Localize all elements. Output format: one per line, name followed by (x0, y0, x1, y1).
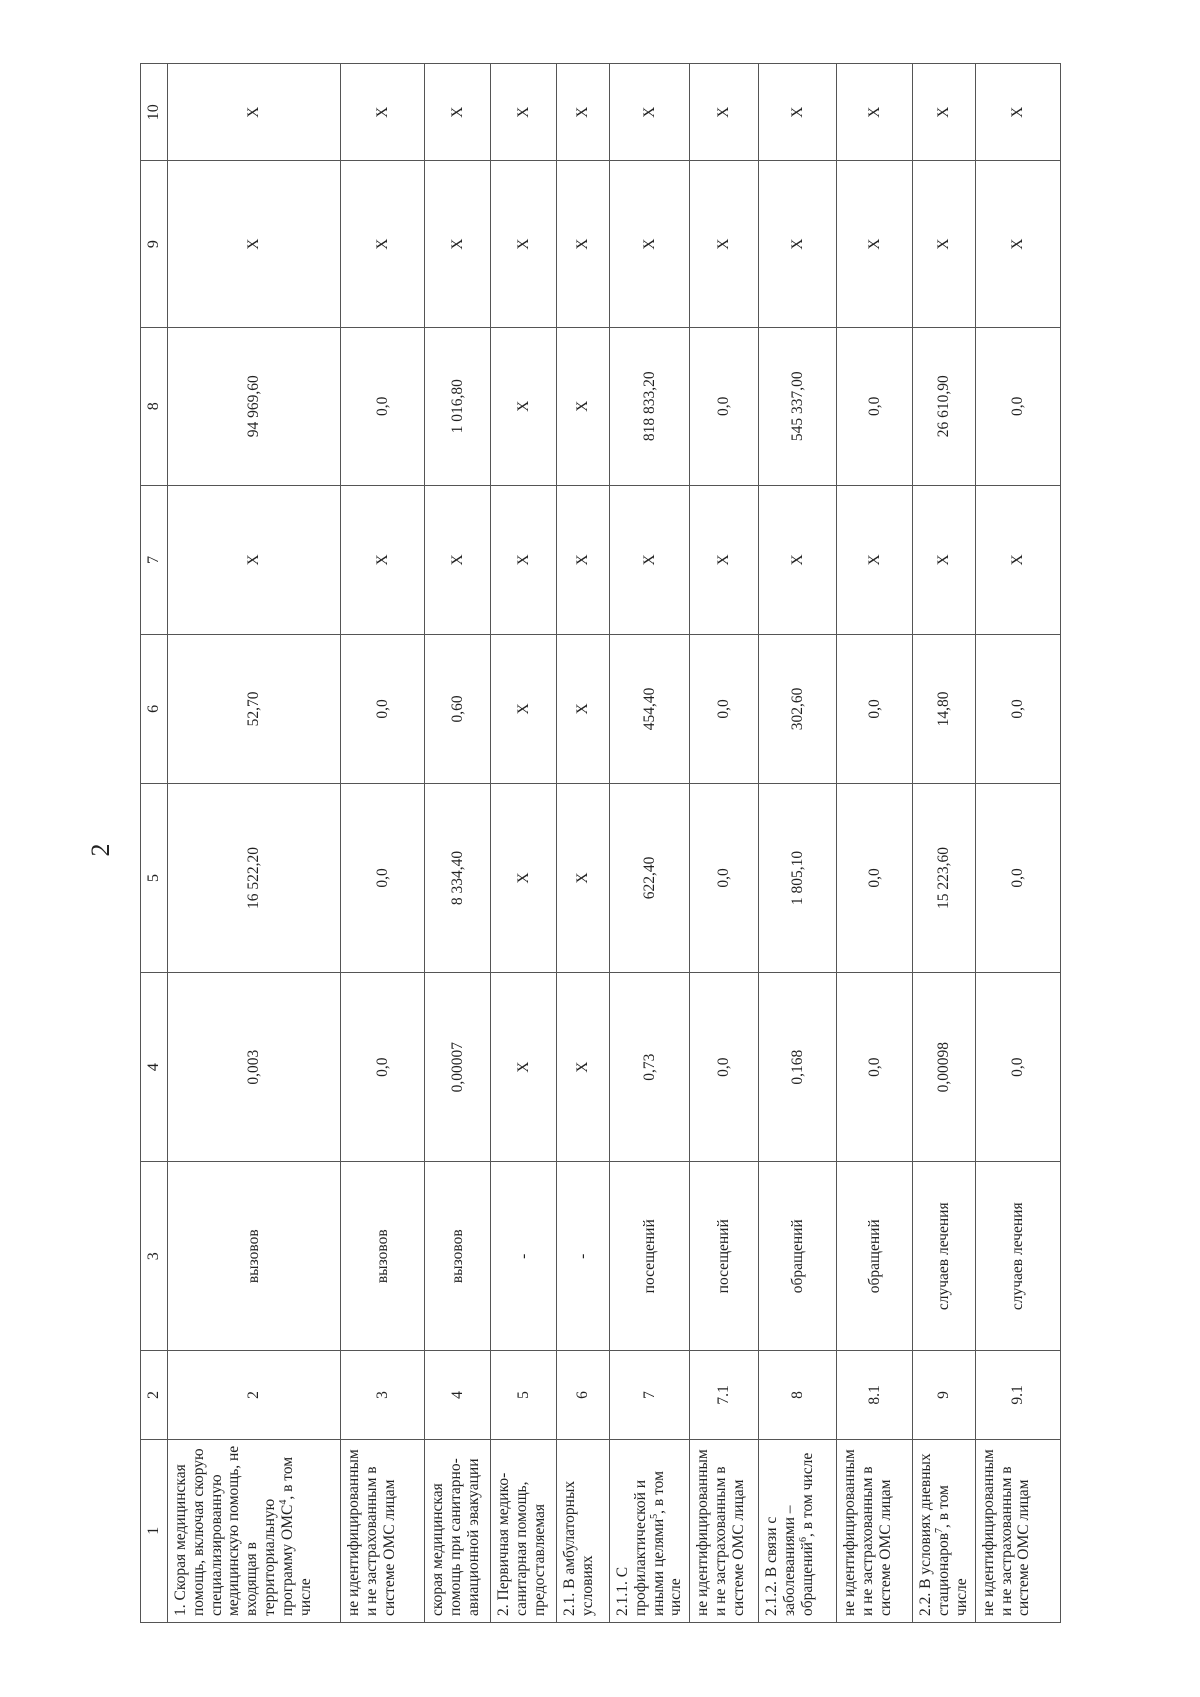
value-cell: X (837, 161, 913, 327)
row-name-cell (491, 1439, 557, 1622)
table-row (690, 64, 759, 1623)
value-cell: X (491, 64, 557, 161)
value-cell: X (690, 161, 759, 327)
value-cell: 0,0 (690, 973, 759, 1162)
row-name: не идентифицированным и не застрахованным в системе ОМС лицам (345, 1449, 398, 1616)
line-code: 7 (610, 1351, 690, 1439)
value-cell: 14,80 (913, 634, 975, 783)
value-cell: 0,0 (975, 327, 1060, 485)
unit-cell: случаев лечения (913, 1162, 975, 1351)
column-number: 7 (141, 485, 168, 634)
column-number-row (141, 64, 168, 1623)
rotated-table-wrapper (140, 63, 1090, 1623)
value-cell: X (341, 485, 425, 634)
value-cell: 0,0 (341, 783, 425, 972)
page-number: 2 (86, 843, 115, 857)
value-cell: 1 016,80 (425, 327, 491, 485)
value-cell: X (557, 485, 610, 634)
row-name-cell (557, 1439, 610, 1622)
value-cell: 1 805,10 (759, 783, 837, 972)
row-name: не идентифицированным и не застрахованным в системе ОМС лицам (979, 1449, 1033, 1616)
value-cell: 0,0 (690, 634, 759, 783)
value-cell: X (913, 161, 975, 327)
unit-cell: обращений (837, 1162, 913, 1351)
value-cell: X (913, 64, 975, 161)
table-row (837, 64, 913, 1623)
row-name: 2. Первичная медико-санитарная помощь, предоставляемая (495, 1472, 548, 1616)
value-cell: X (168, 485, 341, 634)
row-name-cell (425, 1439, 491, 1622)
table-row (759, 64, 837, 1623)
row-name-tail: , в том числе (798, 1452, 816, 1538)
value-cell: X (610, 485, 690, 634)
unit-cell: обращений (759, 1162, 837, 1351)
column-number: 2 (141, 1351, 168, 1439)
footnote-ref: 7 (933, 1527, 945, 1533)
line-code: 3 (341, 1351, 425, 1439)
table-row (913, 64, 975, 1623)
column-number: 5 (141, 783, 168, 972)
value-cell: 94 969,60 (168, 327, 341, 485)
value-cell: X (759, 64, 837, 161)
unit-cell: посещений (690, 1162, 759, 1351)
value-cell: X (837, 485, 913, 634)
row-name-tail: , в том числе (649, 1471, 685, 1616)
line-code: 9.1 (975, 1351, 1060, 1439)
line-code: 5 (491, 1351, 557, 1439)
value-cell: 52,70 (168, 634, 341, 783)
value-cell: X (557, 783, 610, 972)
line-code: 2 (168, 1351, 341, 1439)
column-number: 8 (141, 327, 168, 485)
unit-cell: вызовов (425, 1162, 491, 1351)
line-code: 7.1 (690, 1351, 759, 1439)
row-name-cell (913, 1439, 975, 1622)
column-number: 4 (141, 973, 168, 1162)
row-name: 2.1.2. В связи с заболеваниями – обращений (763, 1505, 816, 1616)
data-table (140, 63, 1061, 1623)
row-name-cell (759, 1439, 837, 1622)
line-code: 4 (425, 1351, 491, 1439)
column-number: 6 (141, 634, 168, 783)
row-name-cell (975, 1439, 1060, 1622)
value-cell: X (168, 64, 341, 161)
unit-cell: вызовов (168, 1162, 341, 1351)
value-cell: X (425, 485, 491, 634)
unit-cell: случаев лечения (975, 1162, 1060, 1351)
table-row (168, 64, 341, 1623)
value-cell: 0,0 (837, 634, 913, 783)
value-cell: 818 833,20 (610, 327, 690, 485)
value-cell: X (168, 161, 341, 327)
value-cell: X (975, 161, 1060, 327)
value-cell: X (491, 327, 557, 485)
value-cell: X (557, 327, 610, 485)
value-cell: X (491, 783, 557, 972)
value-cell: X (557, 64, 610, 161)
table-row (425, 64, 491, 1623)
table-row (557, 64, 610, 1623)
row-name: не идентифицированным и не застрахованным в системе ОМС лицам (841, 1449, 894, 1616)
value-cell: X (975, 485, 1060, 634)
value-cell: X (759, 485, 837, 634)
value-cell: 0,0 (837, 973, 913, 1162)
table-row (610, 64, 690, 1623)
row-name: 2.1.1. С профилактической и иными целями (614, 1479, 667, 1616)
value-cell: 0,73 (610, 973, 690, 1162)
value-cell: 0,0 (690, 783, 759, 972)
value-cell: X (425, 64, 491, 161)
unit-cell: вызовов (341, 1162, 425, 1351)
unit-cell: - (491, 1162, 557, 1351)
row-name: 2.2. В условиях дневных стационаров (917, 1453, 953, 1616)
value-cell: X (913, 485, 975, 634)
unit-cell: - (557, 1162, 610, 1351)
value-cell: X (557, 161, 610, 327)
line-code: 6 (557, 1351, 610, 1439)
value-cell: 0,0 (341, 634, 425, 783)
value-cell: 0,0 (975, 783, 1060, 972)
value-cell: 8 334,40 (425, 783, 491, 972)
unit-cell: посещений (610, 1162, 690, 1351)
line-code: 8.1 (837, 1351, 913, 1439)
column-number: 1 (141, 1439, 168, 1622)
value-cell: X (837, 64, 913, 161)
row-name-tail: , в том числе (935, 1485, 970, 1616)
value-cell: 0,0 (837, 327, 913, 485)
value-cell: 0,003 (168, 973, 341, 1162)
value-cell: 302,60 (759, 634, 837, 783)
column-number: 10 (141, 64, 168, 161)
table-row (341, 64, 425, 1623)
value-cell: 0,0 (341, 973, 425, 1162)
row-name: не идентифицированным и не застрахованным в системе ОМС лицам (694, 1449, 747, 1616)
row-name-tail: , в том числе (278, 1456, 314, 1616)
value-cell: 16 522,20 (168, 783, 341, 972)
row-name: 1. Скорая медицинская помощь, включая скорую специализированную медицинскую помощь, не входящая в территориальную программу ОМС (172, 1445, 296, 1616)
value-cell: 0,0 (975, 973, 1060, 1162)
value-cell: 0,0 (690, 327, 759, 485)
value-cell: X (491, 973, 557, 1162)
value-cell: X (491, 634, 557, 783)
column-number: 3 (141, 1162, 168, 1351)
value-cell: 622,40 (610, 783, 690, 972)
row-name-cell (168, 1439, 341, 1622)
row-name-cell (610, 1439, 690, 1622)
value-cell: 545 337,00 (759, 327, 837, 485)
value-cell: 15 223,60 (913, 783, 975, 972)
value-cell: 0,168 (759, 973, 837, 1162)
value-cell: 0,00098 (913, 973, 975, 1162)
table-row (491, 64, 557, 1623)
value-cell: 0,00007 (425, 973, 491, 1162)
value-cell: 0,60 (425, 634, 491, 783)
value-cell: 454,40 (610, 634, 690, 783)
value-cell: 0,0 (341, 327, 425, 485)
value-cell: X (610, 161, 690, 327)
value-cell: X (759, 161, 837, 327)
row-name: скорая медицинская помощь при санитарно-авиационной эвакуации (429, 1458, 482, 1616)
value-cell: 0,0 (975, 634, 1060, 783)
table-row (975, 64, 1060, 1623)
value-cell: X (690, 485, 759, 634)
column-number: 9 (141, 161, 168, 327)
value-cell: X (690, 64, 759, 161)
value-cell: X (491, 485, 557, 634)
value-cell: X (610, 64, 690, 161)
footnote-ref: 4 (277, 1499, 289, 1505)
line-code: 9 (913, 1351, 975, 1439)
value-cell: X (425, 161, 491, 327)
row-name: 2.1. В амбулаторных условиях (561, 1480, 596, 1616)
row-name-cell (341, 1439, 425, 1622)
row-name-cell (690, 1439, 759, 1622)
value-cell: X (557, 973, 610, 1162)
footnote-ref: 5 (648, 1513, 660, 1519)
value-cell: X (341, 64, 425, 161)
value-cell: X (975, 64, 1060, 161)
value-cell: X (341, 161, 425, 327)
row-name-cell (837, 1439, 913, 1622)
value-cell: 26 610,90 (913, 327, 975, 485)
value-cell: X (491, 161, 557, 327)
value-cell: X (557, 634, 610, 783)
value-cell: 0,0 (837, 783, 913, 972)
footnote-ref: 6 (797, 1537, 809, 1543)
line-code: 8 (759, 1351, 837, 1439)
